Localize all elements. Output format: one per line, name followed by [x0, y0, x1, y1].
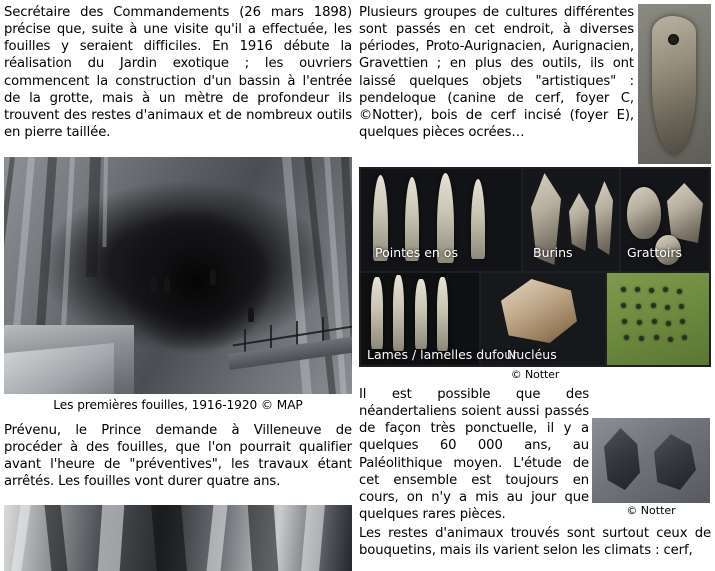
rock-shadow — [248, 505, 279, 571]
right-paragraph-2: Il est possible que des néandertaliens soient aussi passés de façon très ponctuelle, il y a quelques 60 000 ans, au Paléolithique moyen. L'étude de cet ensemble est toujours en cours, on n'y a mis au jour que quelques rares pièces. — [359, 387, 589, 523]
bead — [651, 303, 656, 308]
bead — [621, 303, 626, 308]
stone-tools-photo — [359, 167, 711, 367]
bead — [624, 335, 629, 340]
dufour-blade — [393, 275, 404, 351]
cave-mouth — [124, 209, 274, 359]
bead — [635, 287, 640, 292]
left-paragraph-2: Prévenu, le Prince demande à Villeneuve de procéder à des fouilles, que l'on pourrait qualifier avant l'heure de "préventives", les travaux étant arrêtés. Les fouilles vont durer quatre ans. — [4, 423, 352, 490]
bottom-rock-photo — [4, 505, 352, 571]
bead — [652, 319, 657, 324]
label-bone-points: Pointes en os — [375, 245, 458, 260]
left-column — [0, 0, 356, 571]
bead — [639, 336, 644, 341]
worker-figure — [210, 269, 216, 285]
right-paragraph-3: Les restes d'animaux trouvés sont surtout ceux de bouquetins, mais ils varient selon les climats : cerf, — [359, 526, 711, 559]
rail-post — [296, 321, 298, 347]
dufour-blade — [437, 277, 448, 351]
rail-post — [322, 317, 324, 343]
pendant-perforation — [668, 34, 679, 45]
bead — [637, 320, 642, 325]
label-scrapers: Grattoirs — [627, 245, 683, 260]
rock-highlight — [98, 505, 125, 571]
scraper-tool — [627, 187, 661, 239]
worker-figure — [150, 275, 157, 293]
left-paragraph-1: Secrétaire des Commandements (26 mars 1898) précise que, suite à une visite qu'il a effectuée, les fouilles y seraient difficiles. En 1916 débute la réalisation du Jardin exotique ; les ouvriers commencent la construction d'un bassin à l'entrée de la grotte, mais à un mètre de profondeur ils trouvent des restes d'animaux et de nombreux outils en pierre taillée. — [4, 5, 352, 141]
worker-figure — [164, 277, 170, 294]
bead — [621, 287, 626, 292]
right-paragraph-1: Plusieurs groupes de cultures différentes sont passés en cet endroit, à diverses périodes, Proto-Aurignacien, Aurignacien, Gravettien ; en plus des outils, ils ont laissé quelques objets "artistiques" : pendeloque (canine de cerf, foyer C, ©Notter), bois de cerf incisé (foyer E), quelques pièces ocrées… — [359, 5, 634, 141]
pendant-photo — [638, 4, 711, 164]
bead — [654, 335, 659, 340]
bead — [622, 319, 627, 324]
bead — [649, 288, 654, 293]
bead — [663, 287, 668, 292]
neanderthal-photo-credit: © Notter — [626, 504, 676, 517]
bead — [636, 304, 641, 309]
worker-figure — [248, 307, 254, 322]
label-nucleus: Nucléus — [507, 347, 557, 362]
label-dufour-blades: Lames / lamelles dufour — [367, 347, 518, 362]
first-excavation-caption: Les premières fouilles, 1916-1920 © MAP — [53, 398, 303, 412]
bead — [682, 335, 687, 340]
first-excavation-photo — [4, 157, 352, 394]
label-burins: Burins — [533, 245, 573, 260]
tools-photo-credit: © Notter — [510, 368, 560, 381]
bead — [680, 319, 685, 324]
bead — [665, 305, 670, 310]
dufour-blade — [415, 279, 427, 349]
rock-shadow — [151, 505, 187, 571]
dufour-blade — [371, 277, 383, 349]
bead — [679, 304, 684, 309]
bead — [666, 321, 671, 326]
neanderthal-pieces-photo — [592, 418, 710, 503]
bead — [677, 289, 682, 294]
bead — [668, 337, 673, 342]
